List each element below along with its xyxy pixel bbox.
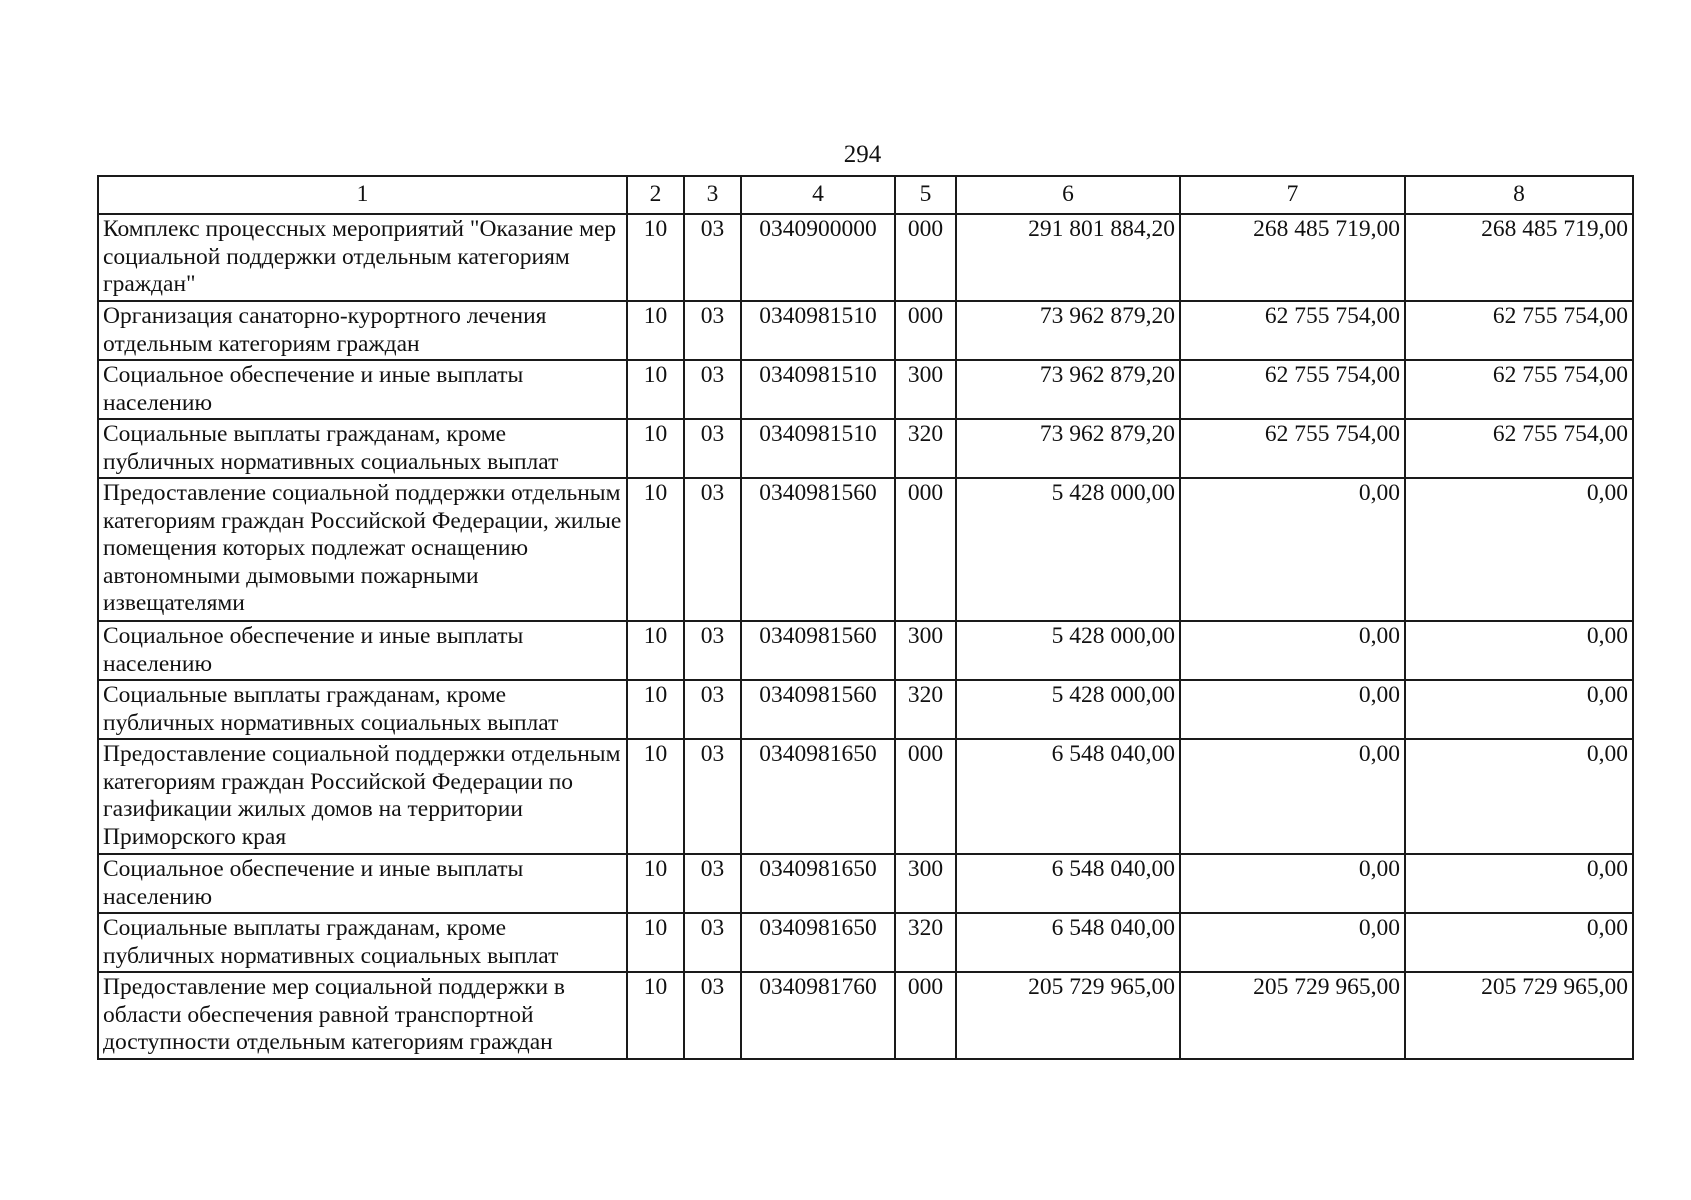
row-expense-type: 300 bbox=[895, 621, 956, 680]
row-expense-type: 000 bbox=[895, 301, 956, 360]
row-name: Комплекс процессных мероприятий "Оказание мер социальной поддержки отдельным категориям граждан" bbox=[98, 214, 627, 301]
row-amount-col6: 6 548 040,00 bbox=[956, 854, 1180, 913]
row-razdel: 10 bbox=[627, 972, 684, 1059]
header-col-4: 4 bbox=[741, 176, 895, 214]
row-podrazdel: 03 bbox=[684, 854, 741, 913]
row-razdel: 10 bbox=[627, 680, 684, 739]
row-podrazdel: 03 bbox=[684, 301, 741, 360]
table-row bbox=[98, 621, 1633, 680]
table-row bbox=[98, 913, 1633, 972]
header-col-7: 7 bbox=[1180, 176, 1405, 214]
row-amount-col7: 0,00 bbox=[1180, 680, 1405, 739]
row-target-article: 0340981560 bbox=[741, 478, 895, 621]
row-name: Предоставление социальной поддержки отдельным категориям граждан Российской Федерации, жилые помещения которых подлежат оснащению автономными дымовыми пожарными извещателями bbox=[98, 478, 627, 621]
table-header-row bbox=[98, 176, 1633, 214]
row-amount-col7: 205 729 965,00 bbox=[1180, 972, 1405, 1059]
header-col-5: 5 bbox=[895, 176, 956, 214]
row-expense-type: 000 bbox=[895, 972, 956, 1059]
row-target-article: 0340981760 bbox=[741, 972, 895, 1059]
row-amount-col8: 0,00 bbox=[1405, 854, 1633, 913]
row-name: Социальные выплаты гражданам, кроме публичных нормативных социальных выплат bbox=[98, 419, 627, 478]
row-expense-type: 320 bbox=[895, 913, 956, 972]
row-amount-col6: 205 729 965,00 bbox=[956, 972, 1180, 1059]
row-target-article: 0340981650 bbox=[741, 854, 895, 913]
table-row bbox=[98, 301, 1633, 360]
row-name: Социальные выплаты гражданам, кроме публичных нормативных социальных выплат bbox=[98, 680, 627, 739]
row-amount-col7: 62 755 754,00 bbox=[1180, 360, 1405, 419]
row-amount-col8: 268 485 719,00 bbox=[1405, 214, 1633, 301]
row-target-article: 0340981510 bbox=[741, 301, 895, 360]
row-razdel: 10 bbox=[627, 854, 684, 913]
table-row bbox=[98, 680, 1633, 739]
row-target-article: 0340900000 bbox=[741, 214, 895, 301]
header-col-6: 6 bbox=[956, 176, 1180, 214]
row-razdel: 10 bbox=[627, 419, 684, 478]
row-name: Социальное обеспечение и иные выплаты населению bbox=[98, 621, 627, 680]
row-target-article: 0340981560 bbox=[741, 680, 895, 739]
row-amount-col7: 0,00 bbox=[1180, 854, 1405, 913]
row-amount-col8: 0,00 bbox=[1405, 913, 1633, 972]
row-amount-col7: 268 485 719,00 bbox=[1180, 214, 1405, 301]
row-amount-col8: 62 755 754,00 bbox=[1405, 301, 1633, 360]
row-razdel: 10 bbox=[627, 214, 684, 301]
row-razdel: 10 bbox=[627, 478, 684, 621]
row-amount-col8: 0,00 bbox=[1405, 680, 1633, 739]
row-expense-type: 320 bbox=[895, 419, 956, 478]
row-amount-col8: 0,00 bbox=[1405, 739, 1633, 854]
row-razdel: 10 bbox=[627, 739, 684, 854]
row-razdel: 10 bbox=[627, 360, 684, 419]
row-podrazdel: 03 bbox=[684, 419, 741, 478]
header-col-8: 8 bbox=[1405, 176, 1633, 214]
row-amount-col8: 205 729 965,00 bbox=[1405, 972, 1633, 1059]
header-col-3: 3 bbox=[684, 176, 741, 214]
row-name: Предоставление мер социальной поддержки в области обеспечения равной транспортной доступности отдельным категориям граждан bbox=[98, 972, 627, 1059]
row-amount-col6: 73 962 879,20 bbox=[956, 360, 1180, 419]
row-podrazdel: 03 bbox=[684, 913, 741, 972]
row-amount-col8: 62 755 754,00 bbox=[1405, 419, 1633, 478]
row-expense-type: 000 bbox=[895, 739, 956, 854]
row-expense-type: 000 bbox=[895, 478, 956, 621]
row-name: Организация санаторно-курортного лечения отдельным категориям граждан bbox=[98, 301, 627, 360]
budget-table bbox=[97, 175, 1634, 1060]
row-target-article: 0340981510 bbox=[741, 419, 895, 478]
table-row bbox=[98, 972, 1633, 1059]
row-podrazdel: 03 bbox=[684, 739, 741, 854]
page-number: 294 bbox=[843, 141, 882, 168]
row-amount-col7: 0,00 bbox=[1180, 913, 1405, 972]
row-amount-col6: 73 962 879,20 bbox=[956, 301, 1180, 360]
row-target-article: 0340981650 bbox=[741, 739, 895, 854]
row-name: Социальное обеспечение и иные выплаты населению bbox=[98, 854, 627, 913]
row-expense-type: 320 bbox=[895, 680, 956, 739]
row-expense-type: 000 bbox=[895, 214, 956, 301]
row-podrazdel: 03 bbox=[684, 360, 741, 419]
row-podrazdel: 03 bbox=[684, 972, 741, 1059]
header-col-1: 1 bbox=[98, 176, 627, 214]
row-amount-col6: 291 801 884,20 bbox=[956, 214, 1180, 301]
row-amount-col6: 6 548 040,00 bbox=[956, 913, 1180, 972]
table-row bbox=[98, 739, 1633, 854]
row-target-article: 0340981510 bbox=[741, 360, 895, 419]
table-row bbox=[98, 478, 1633, 621]
row-amount-col6: 5 428 000,00 bbox=[956, 621, 1180, 680]
row-target-article: 0340981650 bbox=[741, 913, 895, 972]
row-name: Социальные выплаты гражданам, кроме публичных нормативных социальных выплат bbox=[98, 913, 627, 972]
row-amount-col6: 6 548 040,00 bbox=[956, 739, 1180, 854]
row-amount-col7: 0,00 bbox=[1180, 621, 1405, 680]
row-amount-col7: 62 755 754,00 bbox=[1180, 301, 1405, 360]
table-row bbox=[98, 419, 1633, 478]
row-amount-col6: 5 428 000,00 bbox=[956, 478, 1180, 621]
row-razdel: 10 bbox=[627, 301, 684, 360]
table-row bbox=[98, 360, 1633, 419]
table-row bbox=[98, 214, 1633, 301]
row-amount-col8: 62 755 754,00 bbox=[1405, 360, 1633, 419]
row-amount-col8: 0,00 bbox=[1405, 478, 1633, 621]
row-razdel: 10 bbox=[627, 913, 684, 972]
row-expense-type: 300 bbox=[895, 360, 956, 419]
row-amount-col6: 73 962 879,20 bbox=[956, 419, 1180, 478]
row-amount-col7: 0,00 bbox=[1180, 478, 1405, 621]
row-podrazdel: 03 bbox=[684, 478, 741, 621]
row-amount-col7: 62 755 754,00 bbox=[1180, 419, 1405, 478]
row-razdel: 10 bbox=[627, 621, 684, 680]
row-podrazdel: 03 bbox=[684, 214, 741, 301]
row-name: Предоставление социальной поддержки отдельным категориям граждан Российской Федерации по газификации жилых домов на территории Приморского края bbox=[98, 739, 627, 854]
row-amount-col7: 0,00 bbox=[1180, 739, 1405, 854]
row-target-article: 0340981560 bbox=[741, 621, 895, 680]
row-podrazdel: 03 bbox=[684, 680, 741, 739]
row-podrazdel: 03 bbox=[684, 621, 741, 680]
row-amount-col6: 5 428 000,00 bbox=[956, 680, 1180, 739]
header-col-2: 2 bbox=[627, 176, 684, 214]
row-expense-type: 300 bbox=[895, 854, 956, 913]
row-name: Социальное обеспечение и иные выплаты населению bbox=[98, 360, 627, 419]
table-row bbox=[98, 854, 1633, 913]
row-amount-col8: 0,00 bbox=[1405, 621, 1633, 680]
